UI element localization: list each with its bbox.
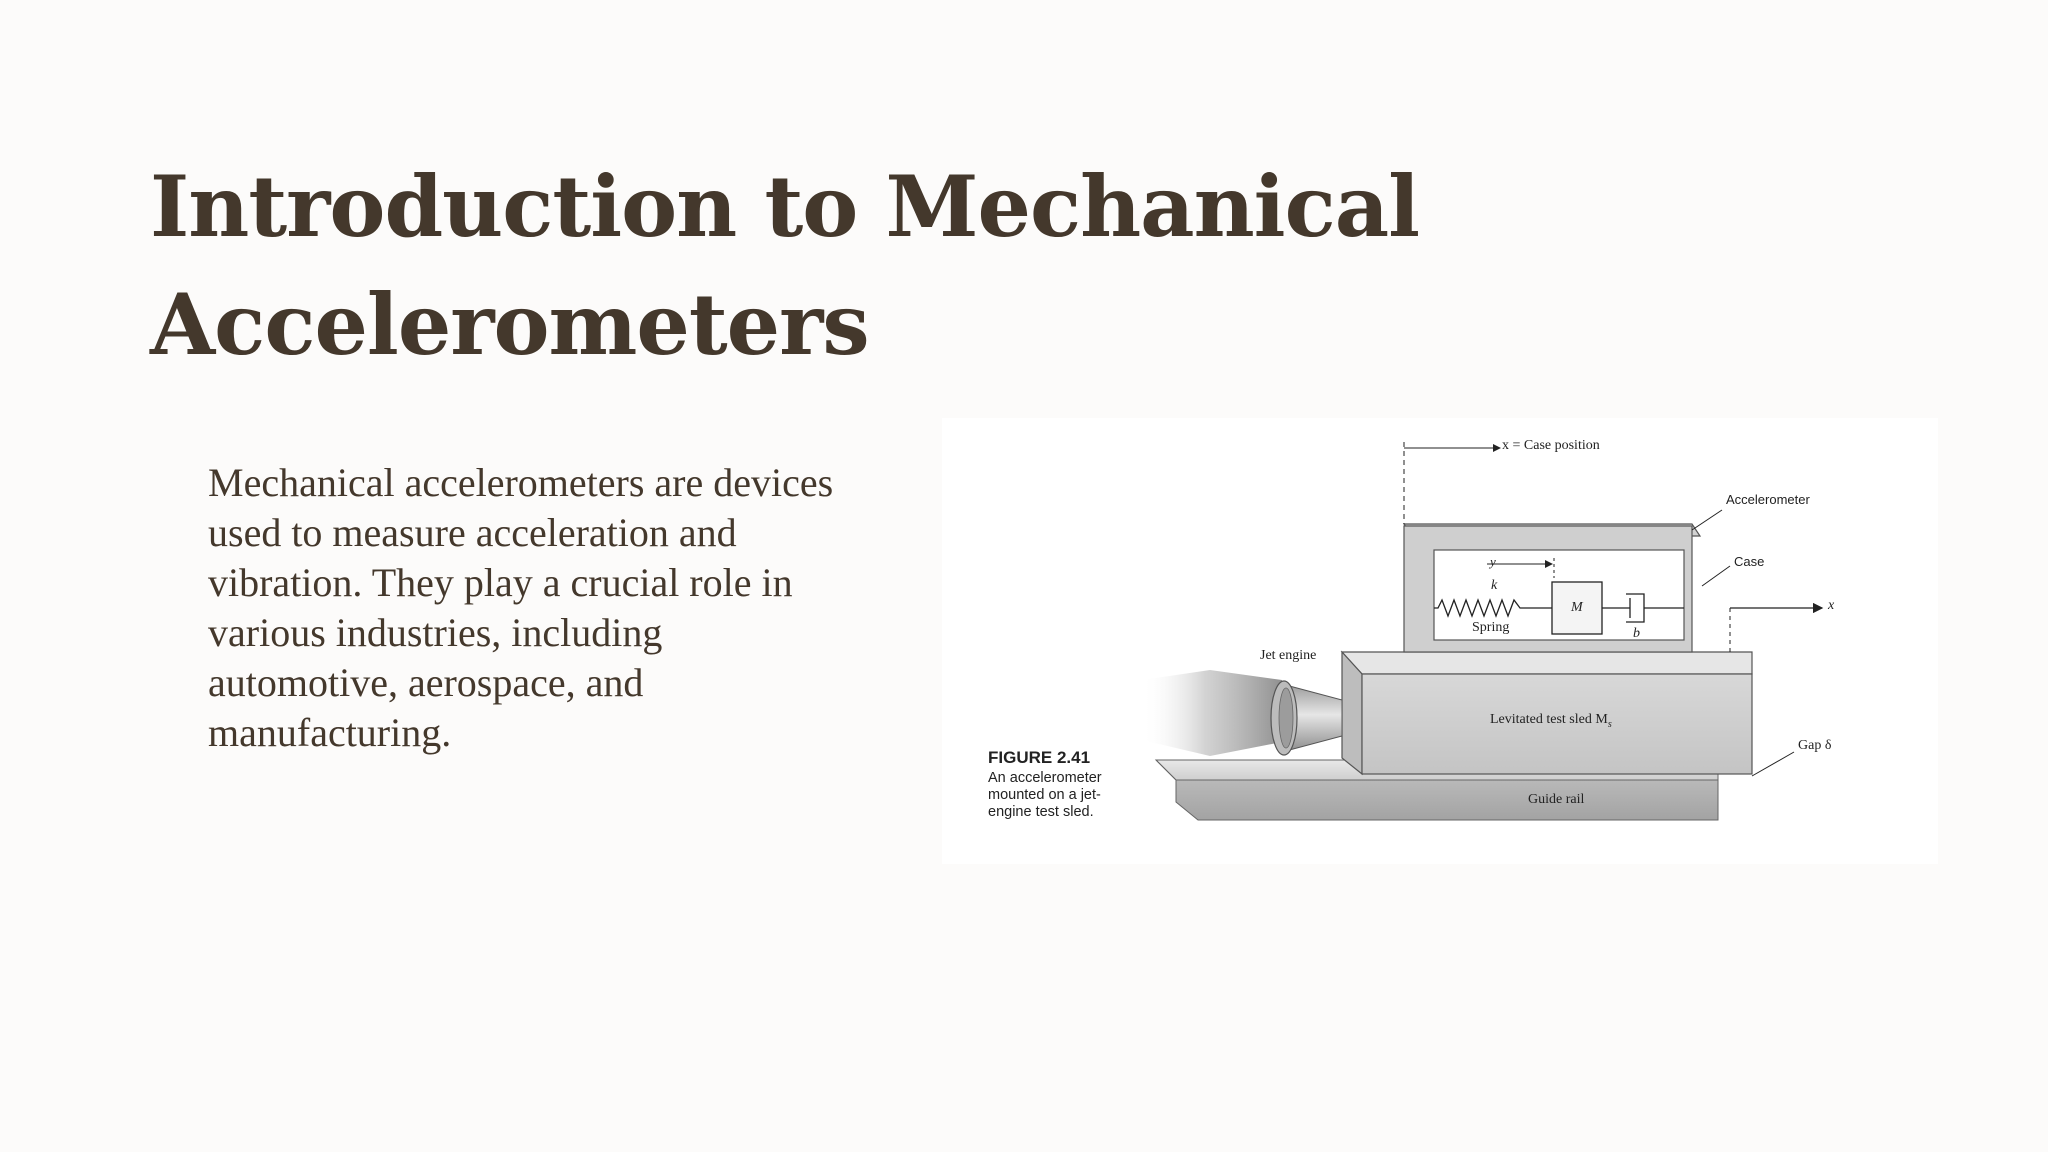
label-spring: Spring bbox=[1472, 620, 1510, 635]
label-jet-engine: Jet engine bbox=[1260, 648, 1317, 663]
label-mass: M bbox=[1571, 600, 1583, 615]
label-levitated-test-sled: Levitated test sled $M_s$ bbox=[1490, 712, 1612, 730]
label-guide-rail: Guide rail bbox=[1528, 792, 1585, 807]
label-accelerometer: Accelerometer bbox=[1726, 492, 1810, 507]
label-damper: b bbox=[1633, 626, 1640, 641]
jet-exhaust-plume bbox=[1142, 670, 1282, 756]
label-y: y bbox=[1490, 554, 1496, 569]
figure-caption: An accelerometer mounted on a jet-engine test sled. bbox=[988, 770, 1102, 820]
accelerometer-figure bbox=[942, 418, 1938, 864]
jet-engine-nozzle bbox=[1271, 681, 1342, 755]
label-case-position: x = Case position bbox=[1502, 438, 1600, 453]
label-gap: Gap δ bbox=[1798, 738, 1832, 753]
label-x: x bbox=[1828, 598, 1835, 613]
slide-body-text: Mechanical accelerometers are devices used to measure acceleration and vibration. They play a crucial role in various industries, including automotive, aerospace, and manufacturing. bbox=[208, 460, 834, 755]
slide-title: Introduction to Mechanical Accelerometers bbox=[150, 157, 1420, 374]
figure-number: FIGURE 2.41 bbox=[988, 748, 1091, 767]
label-k: k bbox=[1491, 578, 1498, 593]
label-case: Case bbox=[1734, 554, 1765, 569]
